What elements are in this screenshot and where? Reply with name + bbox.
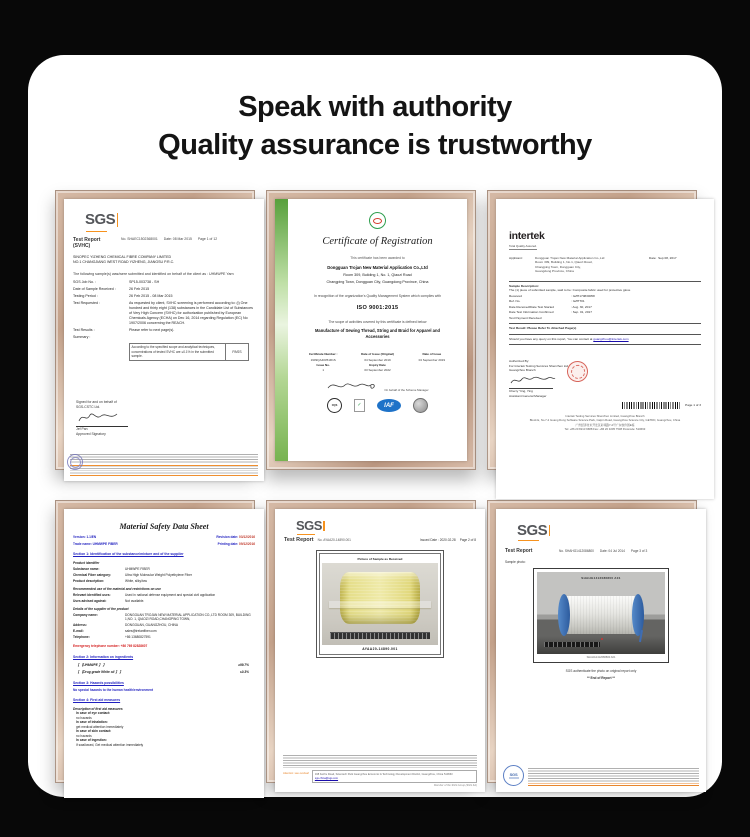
awarded-line: This certificate has been awarded to: [350, 255, 405, 260]
report-page: Page 2 of 8: [459, 538, 476, 542]
intertek-tagline: Total Quality Assured.: [509, 244, 537, 249]
fine-print: [283, 755, 477, 768]
report-fields: [73, 280, 255, 340]
recommended-use-heading: Recommended use of the material and restrictions on use: [73, 586, 161, 591]
company-stamp-icon: [67, 454, 83, 470]
field-row: Received : GZH170830058: [509, 293, 595, 298]
emergency-phone-line: Emergency telephone number: +86 769 82828607: [73, 644, 148, 649]
embossed-seal-icon: [413, 398, 428, 413]
report-header: [73, 237, 255, 250]
ingredient-row: 【 【Drug grade White oil 】 】 ≤0.3%: [76, 670, 249, 675]
field-row: Chemical Fiber category: Ultra High Molecular Weight Polyethylene Fiber: [73, 572, 192, 577]
iso-paper: [275, 199, 467, 461]
yellow-thread-spool-icon: [340, 572, 420, 624]
heading-line-1: Speak with authority: [238, 91, 512, 123]
certificate-intertek-report: [487, 190, 701, 470]
standard-name: ISO 9001:2015: [356, 305, 399, 312]
spool-highlight: [329, 601, 431, 608]
report-page: Page 1 of 3: [685, 403, 701, 408]
field-row: Test Results : Please refer to next page(s).: [73, 327, 175, 332]
authorization-block: Authorized By: For Intertek Testing Services Shenzhen Ltd. Guangzhou Branch Cherry Ying, Ying Assistant General Manager: [509, 359, 701, 398]
report-title: Test Report: [505, 548, 533, 554]
sgs-svhc-paper: [64, 199, 264, 481]
footer-address-box: 198 Kezhu Road, Scientech Park Guangzhou Economic & Technology Development District, Guangzhou, China 510663 sgs.china@sgs.com: [312, 770, 477, 783]
ruler-icon: [544, 642, 600, 647]
client-address: NO.1 CHANGJIANG WEST ROAD YIZHENG, JIANGSU P.R.C.: [73, 259, 175, 264]
msds-paper: [64, 509, 264, 798]
sample-photo-white-spool: [537, 572, 665, 654]
msds-trade-name: Trade name: UHMWPE FIBER: [73, 541, 118, 546]
heading-line-2: Quality assurance is trustworthy: [158, 129, 592, 161]
photo-caption: SHAHG1412086800 A01: [586, 655, 616, 659]
sgs-2020-paper: [275, 509, 485, 792]
section-1-heading: Section 1: Identification of the substance/mixture and of the supplier: [73, 552, 184, 557]
barcode-icon: [622, 402, 680, 409]
scope-intro: The scope of activities covered by this certificate is defined below: [328, 320, 427, 325]
sample-picture-box: [316, 550, 444, 658]
field-row: Date Test Information Confirmed : Sep. 01, 2017: [509, 310, 592, 315]
field-row: Relevant identified uses: Used in national defense equipment and special civil application: [73, 592, 216, 597]
summary-text: According to the specified scope and analytical techniques, concentrations of tested SVHC are ≤0.1% in the submitted sample.: [131, 345, 215, 359]
sample-photo-yellow-spool: [322, 563, 438, 645]
first-aid-lines: In case of eye contact: no hazards In case of inhalation: get medical attention immediately In case of skin contact: no hazards In case of ingestion: If swallowed, Get medical attention immediately: [76, 711, 144, 747]
fine-print-orange: [528, 783, 699, 786]
section-2-heading: Section 2: Information on ingredients: [73, 654, 134, 659]
end-of-report-line: ** End of Report **: [587, 675, 615, 680]
certificate-sgs-svhc-report: [55, 190, 255, 470]
report-page: Page 3 of 3: [630, 549, 648, 553]
intertek-footer: Intertek Testing Services Shenzhen Limited, Guangzhou Branch Block E, No.7-2 Guang Dong Software Science Park, Caipin Road, Guangzhou Science City, GETDD, Guangzhou, China 广州经济技术开发区彩频路7-2号广东软件园E栋 Tel: +86 20 8213 9688 Fax: +86 20 3205 7538 Postcode: 510663: [529, 414, 681, 431]
sample-picture-box: [533, 568, 669, 663]
signed-for-line: Signed for and on behalf of: [76, 400, 117, 405]
signatory-name: Jef Pan: [76, 427, 88, 432]
field-row: E-mail: sales@trelanfiber.com: [73, 628, 157, 633]
field-row: SGS Job No. : SP15-003738 - SH: [73, 279, 160, 284]
field-row: Date of Sample Received : 26 Feb 2015: [73, 286, 150, 291]
green-stripe: [275, 199, 288, 461]
report-no: No. SHAEC1502368001: [121, 237, 158, 241]
sgs-member-line: Member of the SGS Group (SGS SA): [434, 784, 477, 787]
red-marker-dot: [601, 638, 603, 640]
report-title: Test Report: [284, 537, 314, 543]
cqs-seal-icon: CQS: [327, 398, 342, 413]
applicant-label: Applicant:: [509, 255, 523, 260]
hazards-line: No special hazards to the human health/environment: [73, 687, 154, 692]
certification-mark-icon: ✓: [354, 399, 365, 412]
signature-icon: [76, 410, 120, 424]
picture-box-title: Picture of Sample as Received: [357, 557, 403, 561]
footer-contact-strip: [70, 465, 258, 476]
field-row: Date Received/Date Test Started : Aug. 30, 2017: [509, 304, 592, 309]
summary-table: [129, 343, 249, 361]
sample-intro: The following sample(s) was/were submitted and identified on behalf of the client as : UHMWPE Yarn: [73, 271, 234, 276]
sample-id-label: AYAA20-14890.001: [362, 647, 398, 651]
report-date: Date: Sep 08, 2017: [649, 255, 677, 260]
sample-description-heading: Sample Description:: [509, 283, 539, 288]
msds-printing: Printing date: 09/12/2016: [217, 541, 255, 546]
sgs-2014-paper: [496, 509, 706, 792]
field-row: Test Payment Received: [509, 315, 542, 320]
authorized-by: Authorized By:: [509, 359, 530, 364]
issued-date: Issued Date : 2020.02.28: [420, 538, 456, 542]
signatory-title: Assistant General Manager: [509, 393, 547, 398]
summary-result: PASS: [225, 344, 248, 360]
field-row: Company name: DONGGUAN TROJAN NEW MATERIAL APPLICATION CO.,LTD ROOM 309, BUILDING 1,NO. 1, QIAOZI ROAD,CHANGPING TOWN,: [73, 612, 251, 622]
contact-line: Should you have any query on this report, You can contact at guangzhou@intertek.com: [509, 334, 701, 341]
certificate-iso9001: [266, 190, 476, 470]
certificate-sgs-2014-report: [487, 500, 697, 783]
white-thread-spool-icon: [558, 596, 644, 634]
section-4-heading: Section 4: First aid measures: [73, 698, 121, 703]
intertek-paper: [496, 199, 714, 499]
msds-version: Version: 1.1/EN: [73, 534, 97, 539]
report-footer: [283, 755, 477, 787]
field-row: Telephone: +86 13680827591: [73, 634, 151, 639]
ingredient-row: 【 【UHMWPE 】 】 ≥99.7%: [76, 662, 249, 667]
signature-block: [76, 400, 128, 437]
report-no: No. AYAA20-14890.001: [317, 538, 351, 542]
iaf-logo-icon: IAF: [377, 399, 401, 412]
fine-print: [70, 454, 258, 463]
field-row: Testing Period : 26 Feb 2015 - 08 Mar 2015: [73, 293, 173, 298]
page-title: [28, 55, 722, 164]
scope-text: Manufacture of Sewing Thread, String and Braid for Apparel and Accessories: [315, 328, 440, 339]
on-behalf-line: On behalf of the Scheme Manager: [384, 388, 429, 393]
sgs-blue-stamp-icon: SGS: [503, 765, 524, 786]
certificate-fields: Certificate Number : Date of Issue (Original) Date of Issue 1909QA40351R1S 04 September 2019 04 September 2019 Issue No. Expiry Date 1 03 September 2022: [308, 352, 445, 373]
footer-email-link: sgs.china@sgs.com: [314, 776, 339, 780]
first-aid-heading: Description of first aid measures: [73, 706, 123, 711]
client-name: SINOPEC YIZHENG CHEMICAL FIBRE COMPANY LIMITED: [73, 254, 172, 259]
applicant-address: Dongguan Trojan New Material Application Co.,Ltd Room 309, Building 1, No.1, Qiaozi Road, Changping Town, Dongguan City, Guangdong Province, China: [535, 255, 605, 274]
field-row: Uses advised against: Not available.: [73, 598, 145, 603]
sgs-logo: SGS: [517, 522, 548, 539]
sample-description: The (1) piece of submitted sample, said to be: Composite fabric used for protective glove: [509, 288, 631, 293]
content-card: [28, 55, 722, 797]
intertek-logo: intertek: [509, 230, 545, 242]
field-row: [73, 335, 255, 340]
product-identifier-heading: Product identifier: [73, 560, 100, 565]
sgs-logo: SGS: [85, 211, 116, 228]
certificate-sgs-2020-report: [266, 500, 477, 787]
test-result-line: Test Result: Please Refer To Attached Page(s): [509, 323, 701, 330]
summary-label: Summary :: [73, 334, 91, 339]
field-row: Address: DONGGUAN, GUANGZHOU, CHINA: [73, 622, 178, 627]
report-date: Date: 08 Mar 2015: [163, 237, 192, 241]
signatory-title: Approved Signatory: [76, 432, 106, 437]
section-3-heading: Section 3: Hazards possibilities: [73, 680, 124, 685]
signed-company: SGS-CSTC Ltd.: [76, 404, 101, 409]
company-address-1: Room 309, Building 1, No. 1, Qiaozi Road: [343, 272, 412, 277]
report-page: Page 1 of 12: [197, 237, 218, 241]
report-no: No. SHAHG1412086800: [559, 549, 594, 553]
sgs-logo: SGS: [296, 518, 322, 533]
msds-revision: Revision date: 03/12/2016: [216, 534, 255, 539]
field-row: Test Requested : As requested by client, SVHC screening is performed according to: (i) One hundred and thirty eight (138) substances in the Candidate List of Substances of Very High Concern (SVHC) for authorization published by European Chemicals Agency (ECHA) on Dec 16, 2014 regarding Regulation (EC) No 1907/2006 concerning the REACH.: [73, 300, 253, 325]
certificate-title: Certificate of Registration: [322, 236, 433, 247]
recognition-line: In recognition of the organization's Quality Management System which complies with: [314, 293, 441, 298]
certified-company: Dongguan Trojan New Material Application Co.,Ltd: [327, 265, 428, 271]
signature-icon: [509, 373, 557, 386]
authenticate-line: SGS authenticate the photo on original report only: [565, 668, 637, 673]
certificate-msds: [55, 500, 255, 783]
report-date: Date: 04 Jul 2014: [599, 549, 625, 553]
company-address-2: Changping Town, Dongguan City, Guangdong Province, China: [326, 279, 429, 284]
report-title: Test Report: [73, 237, 101, 243]
supplier-details-heading: Details of the supplier of the product: [73, 606, 129, 611]
ruler-icon: [330, 632, 430, 639]
certificates-grid: [55, 190, 701, 787]
photo-sample-id: SHAHG1412086800 A01: [581, 576, 621, 580]
contact-email-link: guangzhou@intertek.com: [593, 336, 629, 341]
signatory-name: Cherry Ying, Ying: [509, 389, 533, 394]
report-footer: [503, 765, 699, 786]
field-row: Ref. No. : GZHT01: [509, 299, 585, 304]
sample-photo-label: Sample photo:: [505, 560, 526, 564]
report-footer: [70, 454, 258, 476]
field-row: Substance name: UHMWPE FIBER: [73, 566, 150, 571]
fine-print: [528, 768, 699, 782]
registrar-seal-icon: [369, 212, 386, 229]
report-subtitle: (SVHC): [73, 243, 91, 250]
scheme-manager-signature-icon: [326, 379, 378, 392]
footer-orange-note: Attention: see overleaf: [283, 772, 309, 776]
field-row: Product description: White, silky/tow: [73, 578, 147, 583]
msds-title: Material Safety Data Sheet: [119, 522, 209, 531]
